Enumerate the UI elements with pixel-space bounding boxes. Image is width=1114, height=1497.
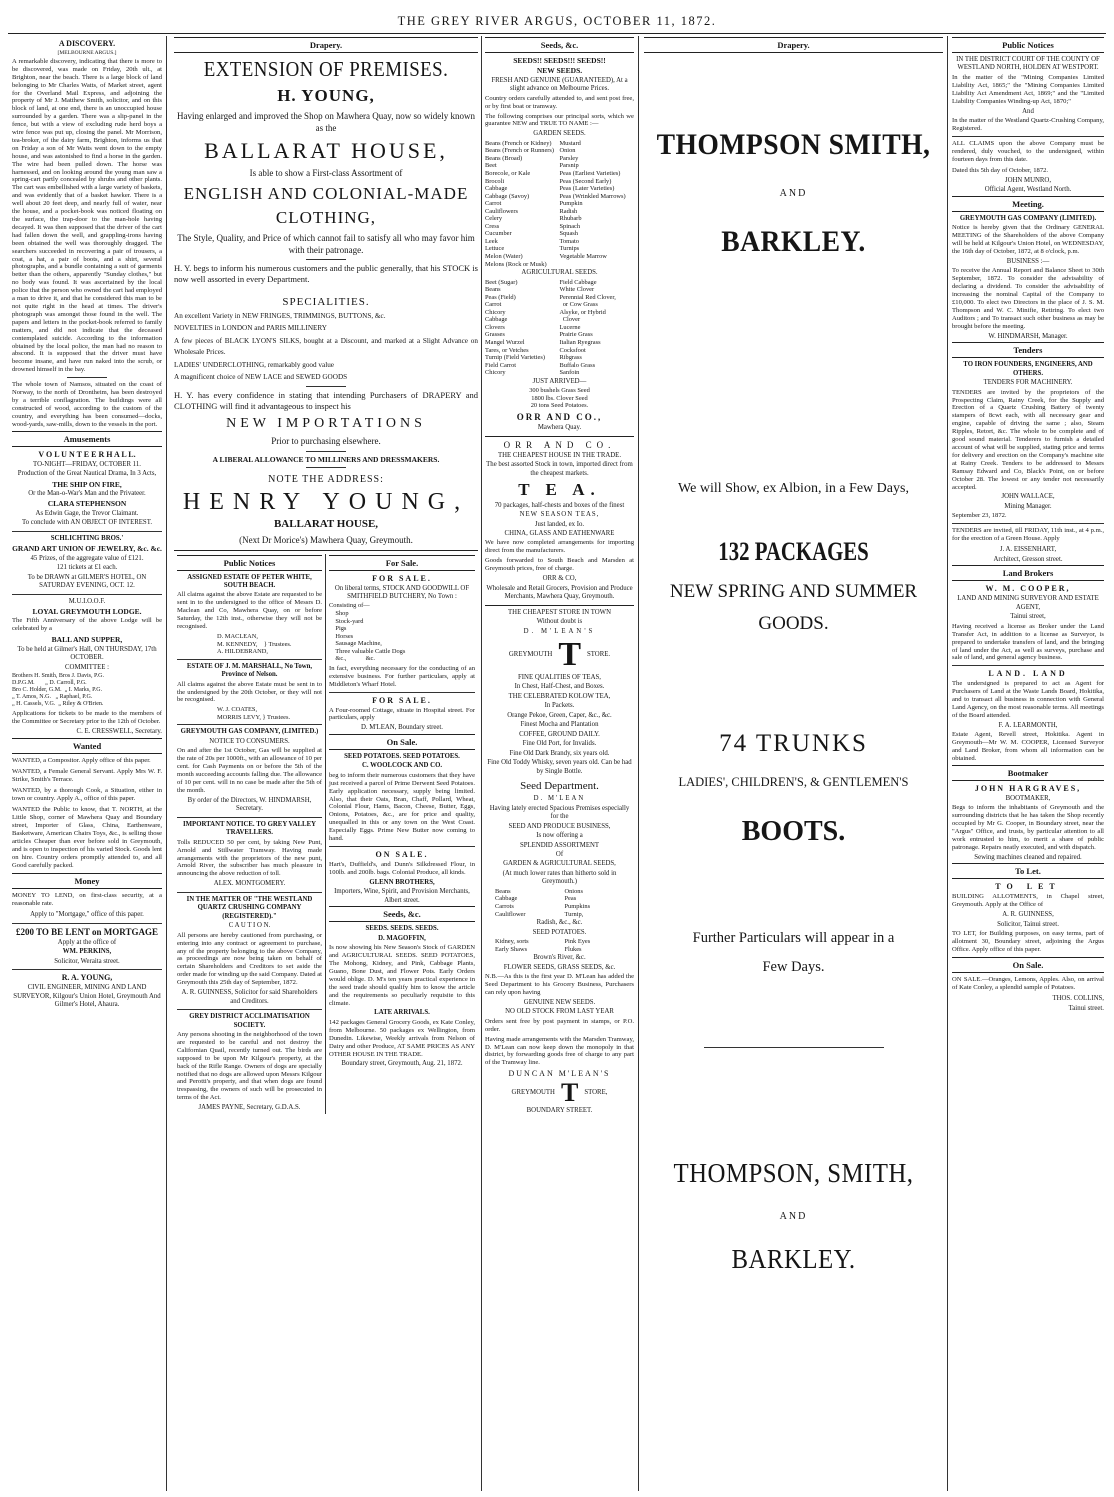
- ballarat-house: BALLARAT HOUSE,: [204, 138, 448, 164]
- clara-subtitle: As Edwin Gage, the Trevor Claimant.: [35, 509, 139, 517]
- seeds-title: SEEDS!! SEEDS!!! SEEDS!!: [513, 56, 606, 65]
- new-season-teas: NEW SEASON TEAS,: [519, 511, 600, 519]
- few-days: Few Days.: [762, 958, 825, 975]
- mclean-name: D. M'LEAN'S: [523, 627, 596, 635]
- drawn-text: To be DRAWN at GILMER'S HOTEL, ON SATURDAY EVENING, OCT. 12.: [27, 573, 147, 590]
- seeds-header: Seeds, &c.: [329, 906, 475, 922]
- cheapest-store: THE CHEAPEST STORE IN TOWN: [508, 608, 611, 616]
- bootmaker-header: Bootmaker: [952, 765, 1104, 781]
- divider: [177, 892, 322, 893]
- mortgage-apply: Apply at the office of: [57, 938, 117, 946]
- orr-co-2: ORR & CO,: [542, 575, 577, 583]
- and-label: AND: [779, 188, 808, 199]
- greymouth-label: GREYMOUTH: [511, 1089, 555, 1097]
- best-stock: The best assorted Stock in town, imported direct from the cheapest markets.: [486, 461, 633, 477]
- drapery-header: Drapery.: [174, 37, 478, 53]
- seeds-header: Seeds, &c.: [485, 37, 634, 53]
- divider: [177, 659, 322, 660]
- spacer: [644, 499, 943, 535]
- eissenhart-name: J. A. EISSENHART,: [999, 546, 1057, 554]
- seeds-text: The following comprises our principal sorts, which we guarantee NEW and TRUE TO NAME :—: [485, 112, 634, 128]
- late-text: 142 packages General Grocery Goods, ex Kate Conley, from Melbourne. 50 packages ex Wellington, from Dunedin. Likewise, Weekly arrivals from Nelson of Dairy and other Produce, AT SAME PRICES AS ANY OTHER HOUSE IN THE TRADE.: [329, 1018, 475, 1058]
- notice-signature: ALEX. MONTGOMERY.: [213, 880, 286, 888]
- guinness-title: Solicitor, Tainui street.: [997, 920, 1059, 928]
- green-house-tender: TENDERS are invited, till FRIDAY, 11th inst., at 4 p.m., for the erection of a Green House. Apply: [952, 527, 1104, 543]
- spring-summer: NEW SPRING AND SUMMER: [669, 581, 918, 602]
- hargraves-text: Begs to inform the inhabitants of Greymouth and the surrounding districts that he has taken the Shop recently occupied by Mr G. Cooper, in Boundary street, near the "Argus" Office, and trusts, by particular attention to all work entrusted to him, to merit a share of public patronage. Repairs neatly executed, and with dispatch.: [952, 804, 1104, 851]
- tenders-machinery: TENDERS FOR MACHINERY.: [983, 379, 1073, 387]
- divider: [952, 136, 1104, 137]
- divider: [12, 594, 162, 595]
- munro-name: JOHN MUNRO,: [1004, 176, 1052, 184]
- public-notices-column: [174, 554, 326, 1114]
- hindmarsh: W. HINDMARSH, Manager.: [988, 332, 1068, 340]
- ballarat-house-2: BALLARAT HOUSE,: [273, 517, 379, 530]
- garden-agri: GARDEN & AGRICULTURAL SEEDS,: [503, 860, 616, 868]
- sewing-text: Sewing machines cleaned and repaired.: [974, 853, 1082, 861]
- speciality-item: LADIES' UNDERCLOTHING, remarkably good value: [174, 360, 334, 369]
- drapery-header: Drapery.: [644, 37, 943, 53]
- wallace-name: JOHN WALLACE,: [1001, 493, 1055, 501]
- kolow-tea: THE CELEBRATED KOLOW TEA,: [508, 692, 611, 700]
- seeds-text: Country orders carefully attended to, and sent post free, or by first boat or tramway.: [485, 94, 634, 110]
- ship-on-fire: THE SHIP ON FIRE,: [52, 479, 122, 489]
- discovery-source: [MELBOURNE ARGUS.]: [57, 50, 117, 56]
- divider: [12, 923, 162, 924]
- brandy: Fine Old Dark Brandy, six years old.: [509, 749, 610, 757]
- woolcock-name: C. WOOLCOCK AND CO.: [361, 762, 443, 770]
- notice-title: GREY DISTRICT ACCLIMATISATION SOCIETY.: [189, 1013, 310, 1029]
- money-ad: MONEY TO LEND, on first-class security, at a reasonable rate.: [12, 892, 162, 908]
- garden-seeds-right: Mustard Onion Parsley Parsnip Peas (Earliest Varieties) Peas (Second Early) Peas (Later Varieties) Peas (Wrinkled Marrows) Pumpkin Radish Rhubarb Spinach Squash Tomato Turnips Vegetable Marrow: [559, 139, 626, 261]
- marsden-text: Having made arrangements with the Marsden Tramway, D. M'Lean can now keep down the monopoly in that district, by forwarding goods free of charge to any part of the Tramway line.: [485, 1035, 634, 1067]
- notice-signature: JAMES PAYNE, Secretary, G.D.A.S.: [198, 1104, 301, 1112]
- thompson-smith-heading: THOMPSON SMITH,: [656, 128, 931, 161]
- notice-text: All claims against the above Estate must be sent in to the undersigned by the 20th October, or they will not be recognised.: [177, 680, 322, 704]
- erected: Having lately erected Spacious Premises especially for the: [489, 804, 630, 821]
- wanted-ad: WANTED, a Female General Servant. Apply Mrs W. F. Strike, Smith's Terrace.: [12, 767, 162, 783]
- speciality-item: An excellent Variety in NEW FRINGES, TRIMMINGS, BUTTONS, &c.: [174, 311, 386, 320]
- volunteer-hall-title: V O L U N T E E R H A L L.: [38, 449, 136, 459]
- whisky: Fine Old Toddy Whisky, seven years old. Can be had by Single Bottle.: [487, 759, 632, 775]
- volunteer-hall-text: Production of the Great Nautical Drama, In 3 Acts,: [17, 470, 157, 478]
- sale-signature: Importers, Wine, Spirit, and Provision Merchants, Albert street.: [334, 888, 470, 904]
- divider: [177, 724, 322, 725]
- spacer: [644, 1048, 943, 1158]
- notice-title: IN THE MATTER OF "THE WESTLAND QUARTZ CRUSHING COMPANY (REGISTERED).": [186, 895, 313, 920]
- to-let-text: BUILDING ALLOTMENTS, in Chapel street, Greymouth. Apply at the Office of: [952, 893, 1104, 909]
- volunteer-hall-date: TO-NIGHT—FRIDAY, OCTOBER 11.: [33, 460, 141, 468]
- money-header: Money: [12, 873, 162, 889]
- young-text: The Style, Quality, and Price of which cannot fail to satisfy all who may favor him with their patronage.: [177, 232, 475, 255]
- seed-list-right: Onions Peas Pumpkins Turnip,: [564, 887, 591, 918]
- barkley-heading-2: BARKLEY.: [731, 1243, 856, 1274]
- cooper-title: LAND AND MINING SURVEYOR AND ESTATE AGENT,: [957, 595, 1099, 611]
- namsos-text: The whole town of Namsos, situated on the coast of Norway, to the north of Drontheim, has been destroyed by a terrible conflagration. The buildings were all constructed of wood, according to the custom of the country, and everything has been consumed—docks, wood-yards, saw-mills, down to the vessels in the port.: [12, 381, 162, 428]
- money-ad-apply: Apply to "Mortgage," office of this paper.: [30, 911, 144, 919]
- spacer: [644, 569, 943, 579]
- land-land: LAND. LAND: [988, 669, 1068, 679]
- notice-signature: D. MACLEAN, M. KENNEDY, } Trustees. A. HILDEBRAND,: [217, 633, 292, 656]
- discovery-text: A remarkable discovery, indicating that there is more to be discovered, was made on Friday, 20th ult., at Brighton, near the beach. There is a large block of land belonging to Mr Charles Watts, of Market street, agent for the Overland Mail Express, and adjoining the property of Mr J. Matthew Smith, solicitor, and on this block of land, at one end, there is an unoccupied house surrounded by a garden. There was a slip-panel in the fence, but with a view of excluding rude herd boys a wire fence was put up, closing the panel. Mr Morrison, tea-broker, of the dairy farm, Brighton, informs us that on Friday a son of Mr Watts went down to the empty house, and was astonished to find a horse in the garden. The wire had been pulled down. The horse was harnessed, and on looking around the young man saw a spring-cart partly concealed by shrubs and other plants. The cart was embellished with a large variety of baskets, and was evidently that of a basket hawker. There is a well about 20 feet deep, and nearly full of water, near the house, and a pocket-book was noticed floating on the surface, the trap-door to the man-hole having decayed. It was then supposed that the driver of the cart had fallen down the well, and grappling-irons having been obtained the well was thoroughly dragged. The searchers succeeded in recovering a pair of trousers, a coat, a hat, a pair of boots, and a shirt, several photographs, and a bundle containing a suit of garments better than the others, apparently "Sunday clothes," but no body was found. It was ascertained by the local police that the person who owned the cart had employed a man to drive it, and that he considered this man to be not quite right in the head at times. The driver's photograph was amongst those found in the well. The papers and letters in the pocket-book referred to family matters, and did not indicate that the deceased contemplated suicide. According to the information obtained by the local police, the man had no reason to abscond. It is supposed that the driver must have become insane, and have run naked into the scrub, or drowned himself in the bay.: [12, 57, 162, 374]
- liberal-allowance: A LIBERAL ALLOWANCE TO MILLINERS AND DRESSMAKERS.: [212, 454, 440, 464]
- spacer: [644, 637, 943, 727]
- divider: [12, 531, 162, 532]
- tea-text: 70 packages, half-chests and boxes of the finest: [494, 501, 625, 509]
- greymouth-label: GREYMOUTH: [508, 650, 553, 658]
- ball-supper: BALL AND SUPPER,: [51, 635, 123, 645]
- land-brokers-header: Land Brokers: [952, 565, 1104, 581]
- wanted-ad: WANTED, a Compositor. Apply office of this paper.: [12, 756, 151, 764]
- specialities: SPECIALITIES.: [282, 295, 370, 308]
- learmonth-name: F. A. LEARMONTH,: [998, 721, 1058, 729]
- sale-list: Consisting of— Shop Stock-yard Pigs Horses Sausage Machine, Three valuable Cattle Dogs &c., &c.: [329, 602, 406, 663]
- volunteer-hall-or: Or the Man-o-War's Man and the Privateer.: [28, 489, 146, 497]
- barkley-heading: BARKLEY.: [721, 225, 866, 258]
- note-address: NOTE THE ADDRESS:: [268, 474, 384, 485]
- notice-signature: By order of the Directors, W. HINDMARSH, Secretary.: [187, 796, 312, 813]
- wanted-ad: WANTED, by a thorough Cook, a Situation, either in town or country. Apply A., office of this paper.: [12, 786, 162, 802]
- art-union-title: GRAND ART UNION OF JEWELRY, &c. &c.: [12, 544, 162, 554]
- cooper-name: W. M. COOPER,: [985, 584, 1071, 594]
- divider: [485, 605, 634, 606]
- tea-heading: T E A.: [518, 480, 601, 500]
- iron-founders: TO IRON FOUNDERS, ENGINEERS, AND OTHERS.: [963, 361, 1093, 377]
- committee-label: COMMITTEE :: [65, 663, 109, 671]
- clara-stephenson: CLARA STEPHENSON: [47, 499, 127, 509]
- divider: [329, 846, 475, 847]
- potato-list-right: Pink Eyes Flukes: [564, 938, 591, 953]
- seed-business: SEED AND PRODUCE BUSINESS,: [508, 822, 611, 830]
- notice-subtitle: NOTICE TO CONSUMERS.: [209, 737, 290, 745]
- rates: (At much lower rates than hitherto sold in Greymouth.): [502, 869, 617, 886]
- t-logo-row-2: [485, 1080, 634, 1106]
- hargraves-name: JOHN HARGRAVES,: [974, 783, 1082, 793]
- column-rule: [166, 36, 167, 1491]
- divider: [329, 692, 475, 693]
- spacer: [644, 850, 943, 928]
- speciality-item: A few pieces of BLACK LYON'S SILKS, bought at a Discount, and marked at a Slight Advance on Wholesale Prices.: [174, 337, 478, 356]
- tenders-text: TENDERS are invited by the proprietors of the Prospecting Claim, Rainy Creek, for the Supply and Erection of a Quartz Crushing Battery of twenty stampers of 8cwt each, with all necessary gear and engine, capable of driving the same ; also, Steam Ripples, Retort, &c. The whole to be complete and of good sound material. Tenderers to furnish a detailed account of what will be supplied, stating price and terms for delivery and erection on the Company's machine site at Rainy Creek. Tenders to be addressed to Messrs Ramsay Edward and Co, Black's Point, on or before October 28. The lowest or any tender not necessarily accepted.: [952, 388, 1104, 491]
- divider: [306, 467, 346, 468]
- agri-seeds-list: [485, 279, 634, 377]
- land-text: The undersigned is prepared to act as Agent for Purchasers of Land at the Waste Lands Board, Hokitika, and to transact all business in connection with General Land Agency, on the most reasonable terms. All meetings of the Board attended.: [952, 680, 1104, 719]
- court-quartz: In the matter of the Westland Quartz-Crushing Company, Registered.: [952, 117, 1104, 132]
- notice-text: Tolls REDUCED 50 per cent, by taking New Punt, Arnold and Stillwater Tramway. Having made arrangements with the proprietors of the new punt, Arnold River, the subscriber has much pleasure in announcing the above reduction of toll.: [177, 838, 322, 878]
- speciality-item: A magnificent choice of NEW LACE and SEWED GOODS: [174, 373, 348, 382]
- for-sale-header: For Sale.: [329, 555, 475, 571]
- to-let-header: To Let.: [952, 863, 1104, 879]
- seeds-text: FRESH AND GENUINE (GUARANTEED), At a slight advance on Melbourne Prices.: [491, 76, 628, 93]
- cooper-text: Having received a license as Broker under the Land Transfer Act, in addition to a license as Surveyor, is prepared to undertake transfers of land, and the bringing of land under the Act, as well as surveys, purchase and sale of land, and general agency business.: [952, 622, 1104, 662]
- column-2: [170, 36, 482, 1491]
- divider: [67, 377, 107, 378]
- sale-text: beg to inform their numerous customers that they have just received a parcel of Prime Derwent Seed Potatoes. Early application necessary, supply being limited. Also, that their Oats, Bran, Chaff, Pollard, Wheat, Colonial Flour, Hams, Bacon, Cheese, Butter, Eggs, Onions, Potatoes, &c., are for price and quality, unequalled in this or any town on the West Coast. Especially Eggs. Prime New Butter now coming to hand.: [329, 771, 475, 843]
- potato-list-left: Kidney, sorts Early Shaws: [495, 938, 529, 953]
- tenders-header: Tenders: [952, 342, 1104, 358]
- orr-co: ORR AND CO.,: [516, 411, 603, 422]
- tea-text: Just landed, ex Io.: [534, 520, 585, 528]
- notice-text: All claims against the above Estate are requested to be sent in to the undersigned to the office of Messrs D. Maclean and Co, Mawhera Quay, on or before Saturday, the 12th inst., otherwise they will not be recognised.: [177, 591, 322, 631]
- notice-subtitle: C A U T I O N.: [228, 922, 271, 930]
- notice-text: Any persons shooting in the neighborhood of the town are requested to be careful and not destroy the Californian Quail, recently turned out. The birds are supposed to be upon Mr Kilgour's property, at the back of the Rifle Range. Owners of dogs are specially notified that no dogs are allowed upon Messrs Kilgour and Perotti's property, and that when dogs are found trespassing, the owners of such will be prosecuted in terms of the Act.: [177, 1031, 322, 1102]
- genuine-seeds: GENUINE NEW SEEDS.: [523, 998, 596, 1006]
- trunks-heading: 74 TRUNKS: [719, 729, 868, 757]
- column-4: [640, 36, 947, 1491]
- seeds-title: SEEDS. SEEDS. SEEDS.: [365, 925, 439, 933]
- agri-seeds-right: Field Cabbage White Clover Perennial Red Clover, or Cow Grass Alsyke, or Hybrid Clover Lucerne Prairie Grass Italian Ryegrass Cocksfoot Ribgrass Buffalo Grass Sanfoin: [559, 278, 616, 377]
- gas-notice: Notice is hereby given that the Ordinary GENERAL MEETING of the Shareholders of the above Company will be held at Kilgour's Union Hotel, on WEDNESDAY, the 16th day of October, 1872, at 8 o'clock, p.m.: [952, 224, 1104, 256]
- collins-name: THOS. COLLINS,: [1052, 995, 1104, 1003]
- spacer: [644, 760, 943, 774]
- young-text: Having enlarged and improved the Shop on Mawhera Quay, now so widely known as the: [177, 111, 475, 134]
- ra-young-name: R. A. YOUNG,: [61, 973, 113, 983]
- notice-title: GREYMOUTH GAS COMPANY, (LIMITED.): [180, 728, 319, 736]
- sale-text: In fact, everything necessary for the conducting of an extensive business. For further particulars, apply at Middleton's Wharf Hotel.: [329, 664, 475, 688]
- garden-seeds-left: Beans (French or Kidney) Beans (French or Runners) Beans (Broad) Beet Borecole, or Kale Brocoli Cabbage Cabbage (Savoy) Carrot Cauliflowers Celery Cress Cucumber Leek Lettuce Melon (Water) Melons (Rock or Musk): [485, 139, 555, 268]
- divider: [177, 817, 322, 818]
- agri-seeds-left: Beet (Sugar) Beans Peas (Field) Carrot Chicory Cabbage Clovers Grasses Mangel Wurzel Tares, or Vetches Turnip (Field Varieties) Field Carrot Chicory: [485, 278, 545, 377]
- packets: In Packets.: [544, 702, 575, 710]
- duncan-mclean: DUNCAN M'LEAN'S: [508, 1069, 611, 1079]
- seed-department: Seed Department.: [520, 780, 599, 793]
- arrived-list: 300 bushels Grass Seed 1800 lbs. Clover Seed 20 tons Seed Potatoes.: [529, 387, 590, 410]
- wanted-ad: WANTED the Public to know, that T. NORTH, at the Little Shop, corner of Mawhera Quay and Boundary street, Importer of Glass, China, Earthenware, Basketware, American Chairs Toys, &c., is selling those articles Cheaper than ever before sold in Greymouth, and is open to inspection of his varied Stock. Goods lent on hire. Country orders promptly attended to, and all Good carefully packed.: [12, 805, 162, 870]
- applications-text: Applications for tickets to be made to the members of the Committee or Secretary prior to the 12th of October.: [12, 710, 162, 726]
- t-logo-icon: T: [560, 1078, 579, 1108]
- perkins-title: Solicitor, Weraita street.: [54, 957, 120, 965]
- port: Fine Old Port, for Invalids.: [522, 740, 597, 748]
- cooper-street: Tainui street,: [1010, 613, 1046, 621]
- h-young-name: H. YOUNG,: [277, 86, 375, 105]
- fine-teas: FINE QUALITIES OF TEAS,: [518, 674, 601, 681]
- just-arrived: JUST ARRIVED—: [532, 377, 587, 385]
- sale-text: A Four-roomed Cottage, situate in Hospital street. For particulars, apply: [329, 706, 475, 722]
- sale-signature: D. M'LEAN, Boundary street.: [360, 724, 444, 732]
- column-rule: [638, 36, 639, 1491]
- public-notices-header: Public Notices: [952, 37, 1104, 53]
- garden-seeds-label: GARDEN SEEDS.: [533, 130, 586, 138]
- sale-title: FOR SALE.: [372, 695, 432, 705]
- store-label: STORE,: [584, 1089, 608, 1097]
- china-glass: CHINA, GLASS AND EATHENWARE: [504, 529, 615, 537]
- store-label: STORE.: [587, 650, 611, 658]
- goods-text: Goods forwarded to South Beach and Marsden at Greymouth prices, free of charge.: [485, 557, 634, 573]
- sale-title: FOR SALE.: [372, 573, 432, 583]
- divider: [177, 1009, 322, 1010]
- address-line: (Next Dr Morice's) Mawhera Quay, Greymouth.: [239, 535, 413, 546]
- munro-title: Official Agent, Westland North.: [984, 186, 1072, 194]
- guinness-name: A. R. GUINNESS,: [1002, 911, 1054, 919]
- column-1: [8, 36, 166, 1491]
- show-text: We will Show, ex Albion, in a Few Days,: [678, 481, 909, 496]
- public-notices-header: Public Notices: [177, 555, 322, 571]
- divider: [306, 259, 346, 260]
- prior-text: Prior to purchasing elsewhere.: [271, 436, 381, 447]
- notice-signature: W. J. COATES, MORRIS LEVY, } Trustees.: [217, 706, 291, 721]
- divider: [485, 436, 634, 437]
- of-label: Of: [555, 850, 564, 858]
- english-colonial: ENGLISH AND COLONIAL-MADE: [183, 183, 469, 203]
- gas-company: GREYMOUTH GAS COMPANY (LIMITED).: [959, 214, 1097, 222]
- t-logo-row: [485, 638, 634, 672]
- divider: [174, 550, 478, 551]
- young-text: Is able to show a First-class Assortment of: [249, 168, 403, 179]
- spacer: [644, 56, 943, 128]
- boundary-street: BOUNDARY STREET.: [526, 1107, 593, 1115]
- mclean-2: D. M'LEAN: [533, 795, 586, 803]
- mocha: Finest Mocha and Plantation: [520, 721, 599, 729]
- seed-potatoes: SEED POTATOES.: [532, 928, 587, 936]
- young-text: H. Y. begs to inform his numerous customers and the public generally, that his STOCK is now well assorted in every Department.: [174, 262, 478, 285]
- coffee: COFFEE, GROUND DAILY.: [519, 730, 600, 738]
- for-sale-column: [326, 554, 478, 1114]
- schlichting-bros: SCHLICHTING BROS.': [50, 534, 124, 542]
- divider: [12, 969, 162, 970]
- spacer: [644, 791, 943, 813]
- on-sale-text: ON SALE.—Oranges, Lemons, Apples. Also, on arrival of Kate Conley, a splendid sample of Potatoes.: [952, 976, 1104, 992]
- splendid: SPLENDID ASSORTMENT: [519, 841, 600, 849]
- hargraves-title: BOOTMAKER,: [1005, 794, 1051, 802]
- sale-title: ON SALE.: [375, 849, 429, 859]
- lower-ads: [174, 554, 478, 1114]
- column-5: [948, 36, 1108, 1491]
- loyal-lodge-text: The Fifth Anniversary of the above Lodge will be celebrated by a: [12, 617, 162, 633]
- glenn-name: GLENN BROTHERS,: [369, 878, 435, 886]
- loyal-lodge-title: LOYAL GREYMOUTH LODGE.: [32, 607, 142, 617]
- masthead: [0, 0, 1114, 34]
- young-text: H. Y. has every confidence in stating that intending Purchasers of DRAPERY and CLOTHING will find it advantageous to inspect his: [174, 390, 478, 412]
- orr-address: Mawhera Quay.: [537, 424, 582, 432]
- sale-title: SEED POTATOES. SEED POTATOES.: [344, 752, 460, 760]
- further-particulars: Further Particulars will appear in a: [692, 930, 895, 947]
- divider: [952, 665, 1104, 666]
- court-title: IN THE DISTRICT COURT OF THE COUNTY OF WESTLAND NORTH, HOLDEN AT WESTPORT.: [956, 56, 1100, 72]
- masthead-title: THE GREY RIVER ARGUS, OCTOBER 11, 1872.: [397, 14, 717, 28]
- notice-text: On and after the 1st October, Gas will be supplied at the rate of 20s per 1000ft., with an allowance of 10 per cent. for Cash Payments on or before the 5th of the month succeeding accounts falling due. The allowance of 10 per cent. will in no case be made after the 5th of the month.: [177, 747, 322, 794]
- without-doubt: Without doubt is: [536, 618, 583, 626]
- packages-heading: 132 PACKAGES: [718, 536, 869, 566]
- agri-seeds-label: AGRICULTURAL SEEDS.: [521, 269, 598, 277]
- cheapest-house: THE CHEAPEST HOUSE IN THE TRADE.: [497, 451, 622, 459]
- mortgage-ad: £200 TO BE LENT on MORTGAGE: [16, 926, 158, 937]
- cresswell-signature: C. E. CRESSWELL, Secretary.: [76, 728, 162, 736]
- orders-text: Orders sent free by post payment in stamps, or P.O. order.: [485, 1017, 634, 1033]
- no-old-stock: NO OLD STOCK FROM LAST YEAR: [505, 1008, 614, 1016]
- boots-heading: BOOTS.: [741, 816, 846, 848]
- sale-text: Hart's, Duffield's, and Dunn's Silkdressed Flour, in 100lb. and 200lb. bags. Colonial Produce, all kinds.: [329, 860, 475, 876]
- pekoe: Orange Pekoe, Green, Caper, &c., &c.: [507, 711, 612, 719]
- seed-list: [485, 888, 634, 918]
- magoffin-name: D. MAGOFFIN,: [378, 934, 426, 942]
- notice-signature: A. R. GUINNESS, Solicitor for said Shareholders and Creditors.: [181, 989, 318, 1005]
- claims-notice: ALL CLAIMS upon the above Company must be rendered, duly vouched, to the undersigned, within fourteen days from this date.: [952, 139, 1104, 163]
- potato-list: [485, 938, 634, 953]
- spacer: [644, 259, 943, 479]
- wanted-header: Wanted: [12, 738, 162, 754]
- on-sale-header: On Sale.: [329, 734, 475, 750]
- divider: [952, 523, 1104, 524]
- business-list: To receive the Annual Report and Balance Sheet to 30th September, 1872. To consider the advisability of declaring a dividend. To consider the advisability of increasing the nominal Capital of the Company to £10,000. To elect two Directors in the place of J. S. M. Thompson and W. C. Minifie, Retiring. To elect two Auditors ; and To transact such other business as may be brought before the meeting.: [952, 267, 1104, 330]
- flower-seeds: FLOWER SEEDS, GRASS SEEDS, &c.: [503, 963, 616, 971]
- dated: Dated this 5th day of October, 1872.: [952, 166, 1049, 174]
- notice-title: ASSIGNED ESTATE OF PETER WHITE, SOUTH BEACH.: [187, 573, 312, 589]
- china-text: We have now completed arrangements for importing direct from the manufacturers.: [485, 539, 634, 555]
- meeting-header: Meeting.: [952, 196, 1104, 212]
- collins-street: Tainui street.: [1068, 1004, 1104, 1012]
- clothing: CLOTHING,: [275, 207, 377, 227]
- seed-list-left: Beans Cabbage Carrots Cauliflower: [495, 887, 526, 918]
- late-arrivals: LATE ARRIVALS.: [374, 1009, 430, 1017]
- prizes-text: 45 Prizes, of the aggregate value of £121.: [30, 554, 144, 562]
- on-sale-header: On Sale.: [952, 957, 1104, 973]
- tickets-text: 121 tickets at £1 each.: [56, 564, 118, 572]
- goods-heading: GOODS.: [758, 612, 829, 634]
- chests: In Chest, Half-Chest, and Boxes.: [514, 683, 605, 691]
- new-seeds: NEW SEEDS.: [536, 66, 583, 76]
- learmonth-text: Estate Agent, Revell street, Hokitika. Agent in Greymouth—Mr W. M. COOPER, Licensed Surveyor and Land Broker, from whom all information can be obtained.: [952, 731, 1104, 763]
- browns-river: Brown's River, &c.: [533, 954, 586, 962]
- eissenhart-title: Architect, Gresson street.: [993, 555, 1063, 563]
- divider: [306, 386, 346, 387]
- to-let-title: TO LET: [995, 882, 1061, 892]
- henry-young: HENRY YOUNG,: [182, 488, 470, 515]
- masthead-rule: [8, 33, 1106, 34]
- muioof: M.U.I.O.O.F.: [68, 597, 106, 605]
- spacer: [644, 977, 943, 1047]
- to-let-2: TO LET, for Building purposes, on easy terms, part of allotment 30, Boundary street, adjoining the Argus Office. Apply office of this paper.: [952, 930, 1104, 954]
- conclude-text: To conclude with AN OBJECT OF INTEREST.: [21, 519, 153, 527]
- wallace-title: Mining Manager.: [1004, 502, 1052, 510]
- late-signature: Boundary street, Greymouth, Aug. 21, 1872.: [341, 1060, 463, 1068]
- seeds-text: Is now showing his New Season's Stock of GARDEN and AGRICULTURAL SEEDS. SEED POTATOES, The Mohong, Kidney, and Pink, Cabbage Plants, Guano, Bone Dust, and Flower Pots. Early Orders would oblige. D. M's ten years practical experience in the seed trade should qualify him to know the article and the requirements so peculiarly requisite to this climate.: [329, 944, 475, 1007]
- and-label-2: AND: [779, 1210, 808, 1222]
- sale-text: On liberal terms, STOCK AND GOODWILL OF SMITHFIELD BUTCHERY, No Town :: [334, 584, 470, 600]
- business-label: BUSINESS :—: [1006, 257, 1050, 265]
- perkins-name: WM. PERKINS,: [62, 948, 112, 956]
- garden-seeds-list: [485, 140, 634, 268]
- speciality-item: NOVELTIES in LONDON and PARIS MILLINERY: [174, 324, 327, 333]
- ra-young-text: CIVIL ENGINEER, MINING AND LAND SURVEYOR, Kilgour's Union Hotel, Greymouth And Gilmer's Hotel, Ahaura.: [13, 984, 161, 1009]
- orr-heading: ORR AND CO.: [503, 439, 616, 450]
- amusements-header: Amusements: [12, 431, 162, 447]
- column-3: [481, 36, 638, 1491]
- ball-text: To be held at Gilmer's Hall, ON THURSDAY, 17th OCTOBER.: [17, 645, 157, 662]
- nb-text: N.B.—As this is the first year D. M'Lean has added the Seed Department to his Grocery Business, Purchasers can rely upon having: [485, 973, 634, 996]
- radish: Radish, &c., &c.: [536, 919, 583, 927]
- discovery-title: A DISCOVERY.: [58, 39, 116, 48]
- notice-text: All persons are hereby cautioned from purchasing, or entering into any contract or agreement to purchase, any of the property belonging to the above Company, as proceedings are now being taken on behalf of certain Shareholders and Creditors to set aside the order made for winding up the said Company. Dated at Greymouth this 25th day of September, 1872.: [177, 931, 322, 987]
- notice-title: IMPORTANT NOTICE. TO GREY VALLEY TRAVELLERS.: [182, 820, 317, 837]
- committee-list: Brothers H. Smith, Bros J. Davis, P.G. D.P.G.M. „ D. Carroll, P.G. Bro C. Holder, G.M. „ I. Marks, P.G. „ T. Amos, N.G. „ Raphael, P.G. „ H. Cassels, V.G. „ Riley & O'Brien.: [12, 673, 105, 708]
- extension-headline: EXTENSION OF PREMISES.: [203, 57, 449, 81]
- ladies-heading: LADIES', CHILDREN'S, & GENTLEMEN'S: [678, 774, 909, 789]
- divider: [306, 451, 346, 452]
- and-label: And: [1022, 107, 1034, 115]
- orr-description: Wholesale and Retail Grocers, Provision and Produce Merchants, Mawhera Quay, Greymouth.: [486, 584, 633, 601]
- september-date: September 23, 1872.: [952, 512, 1007, 520]
- t-logo-icon: T: [558, 636, 581, 673]
- thompson-smith-heading-2: THOMPSON, SMITH,: [673, 1157, 914, 1188]
- new-importations: NEW IMPORTATIONS: [226, 416, 426, 432]
- offering: Is now offering a: [536, 832, 583, 840]
- court-matter: In the matter of the "Mining Companies Limited Liability Act, 1865;" the "Mining Companies Limited Liability Act Amendment Act, 1869;" and the "Limited Liability Companies Winding-up Act, 1870;": [952, 73, 1104, 105]
- notice-title: ESTATE OF J. M. MARSHALL, No Town, Province of Nelson.: [186, 662, 313, 679]
